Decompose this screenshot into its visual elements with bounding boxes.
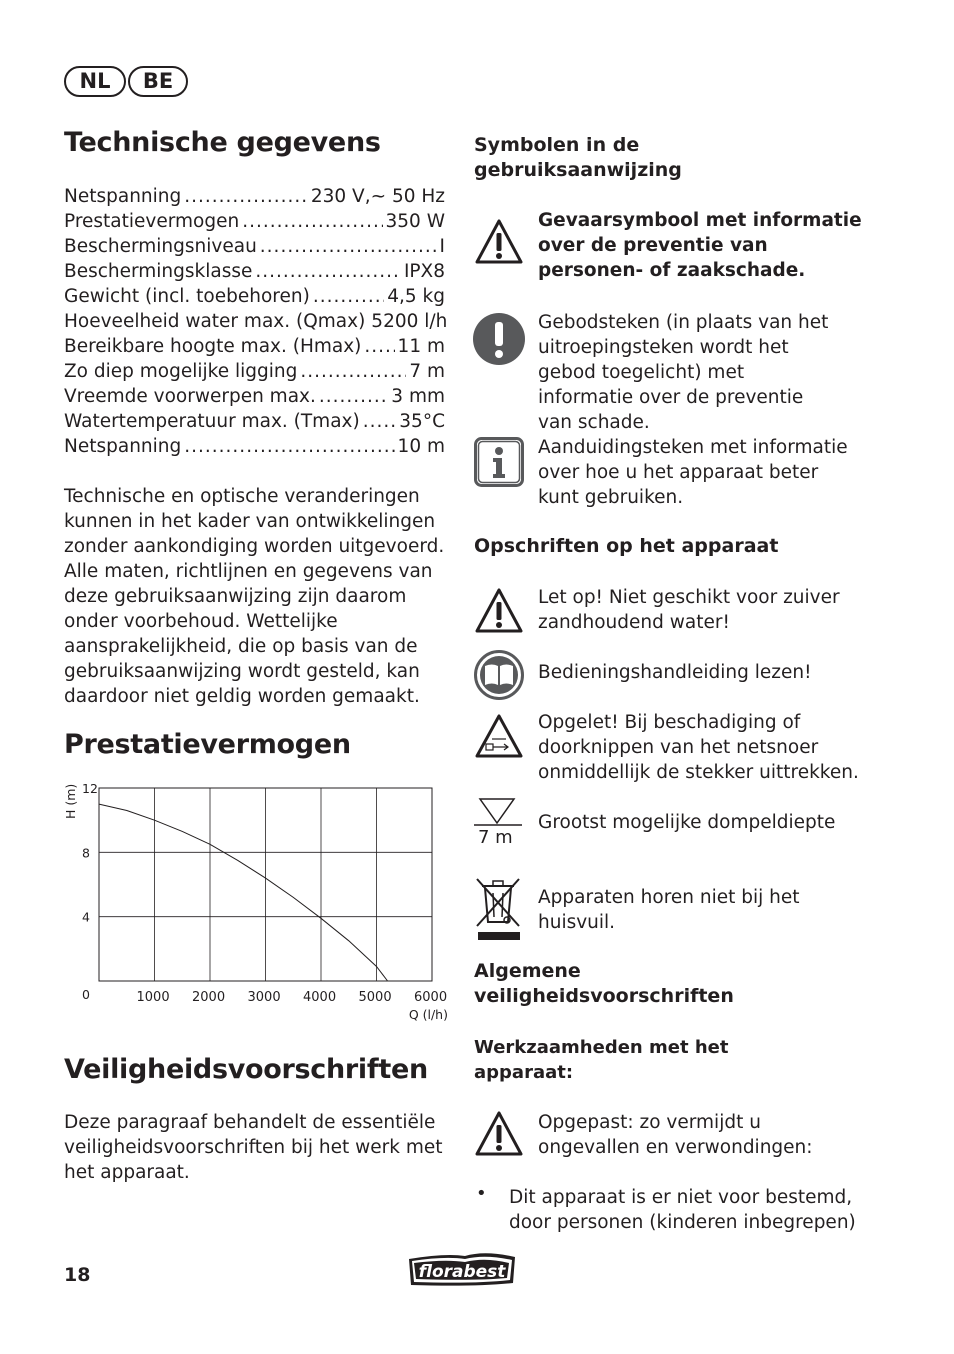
- chart-x-tick: 2000: [192, 990, 226, 1005]
- spec-label: Hoeveelheid water max. (Qmax): [64, 311, 366, 332]
- symbol-item-danger: Gevaarsymbool met informatie over de preventie van personen- of zaakschade.: [538, 210, 862, 281]
- spec-leader: [184, 434, 394, 459]
- label-item-waste: Apparaten horen niet bij het huisvuil.: [538, 887, 800, 933]
- chart-x-tick: 3000: [247, 990, 281, 1005]
- spec-leader: [260, 234, 437, 259]
- performance-title: Prestatievermogen: [64, 729, 351, 760]
- warning-triangle-icon: [474, 587, 524, 635]
- general-safety-title: Algemene veiligheidsvoorschriften: [474, 960, 734, 1007]
- general-safety-warning: Opgepast: zo vermijdt u ongevallen en verwondingen:: [538, 1112, 813, 1158]
- spec-label: Zo diep mogelijke ligging: [64, 361, 298, 382]
- manual-book-icon: [474, 650, 524, 700]
- symbol-item-mandatory: Gebodsteken (in plaats van het uitroepingsteken wordt het gebod toegelicht) met informatie over de preventie van schade.: [538, 312, 829, 433]
- spec-row: [64, 409, 445, 434]
- info-icon: [474, 437, 524, 487]
- spec-leader: [364, 334, 394, 359]
- spec-leader: [255, 259, 401, 284]
- chart-x-tick: 4000: [303, 990, 337, 1005]
- spec-value: 230 V,~ 50 Hz: [310, 186, 445, 207]
- chart-y-tick: 4: [82, 909, 90, 925]
- crossed-bin-icon: [474, 876, 524, 942]
- spec-label: Bereikbare hoogte max. (Hmax): [64, 336, 362, 357]
- spec-value: 3 mm: [391, 386, 445, 407]
- spec-leader: [242, 209, 382, 234]
- spec-label: Beschermingsklasse: [64, 261, 253, 282]
- spec-label: Beschermingsniveau: [64, 236, 257, 257]
- spec-value: IPX8: [403, 261, 445, 282]
- depth-label: 7 m: [478, 827, 513, 848]
- spec-leader: [184, 184, 308, 209]
- spec-label: Vreemde voorwerpen max.: [64, 386, 316, 407]
- label-item-depth: Grootst mogelijke dompeldiepte: [538, 812, 836, 833]
- symbols-title: Symbolen in de gebruiksaanwijzing: [474, 134, 682, 181]
- tech-title: Technische gegevens: [64, 127, 381, 158]
- lang-badge-be: BE: [128, 66, 188, 97]
- spec-value: 10 m: [397, 436, 445, 457]
- spec-row: [64, 434, 445, 459]
- florabest-logo: [405, 1247, 519, 1289]
- warning-triangle-icon: [474, 218, 524, 266]
- spec-row: [64, 184, 445, 209]
- spec-value: 11 m: [397, 336, 445, 357]
- spec-value: 35°C: [399, 411, 445, 432]
- chart-y-tick: 12: [82, 781, 98, 796]
- chart-x-tick: 1000: [136, 990, 170, 1005]
- spec-row: [64, 309, 448, 334]
- general-safety-bullet: Dit apparaat is er niet voor bestemd, door personen (kinderen inbegrepen): [509, 1187, 856, 1233]
- label-item-sand: Let op! Niet geschikt voor zuiver zandhoudend water!: [538, 587, 840, 633]
- chart-y-tick: 0: [82, 987, 90, 1002]
- chart-y-label: H (m): [63, 783, 78, 819]
- general-safety-subtitle: Werkzaamheden met het apparaat:: [474, 1037, 729, 1083]
- symbol-item-info: Aanduidingsteken met informatie over hoe u het apparaat beter kunt gebruiken.: [538, 437, 848, 508]
- spec-row: [64, 384, 445, 409]
- spec-leader: [319, 384, 388, 409]
- spec-leader: [313, 284, 384, 309]
- spec-row: [64, 209, 445, 234]
- bullet-dot: •: [476, 1183, 487, 1204]
- page-number: 18: [64, 1264, 91, 1286]
- spec-row: [64, 234, 445, 259]
- spec-value: 4,5 kg: [387, 286, 445, 307]
- spec-leader: [363, 409, 397, 434]
- spec-label: Gewicht (incl. toebehoren): [64, 286, 310, 307]
- safety-title: Veiligheidsvoorschriften: [64, 1054, 428, 1085]
- spec-leader: [300, 359, 406, 384]
- chart-y-tick: 8: [82, 845, 90, 861]
- label-item-manual: Bedieningshandleiding lezen!: [538, 662, 812, 683]
- logo-text: florabest: [418, 1262, 506, 1282]
- spec-row: [64, 334, 445, 359]
- tech-note: Technische en optische veranderingen kunnen in het kader van ontwikkelingen zonder aankondiging worden uitgevoerd. Alle maten, richtlijnen en gegevens van deze gebruiksaanwijzing zijn daarom onder voorbehoud. Wettelijke aansprakelijkheid, die op basis van de gebruiksaanwijzing wordt gesteld, kan daardoor niet geldig worden gemaakt.: [64, 486, 445, 707]
- label-item-cable: Opgelet! Bij beschadiging of doorknippen van het netsnoer onmiddellijk de stekker uittrekken.: [538, 712, 859, 783]
- labels-title: Opschriften op het apparaat: [474, 535, 779, 557]
- lang-badge-nl: NL: [64, 66, 126, 97]
- spec-value: 7 m: [409, 361, 445, 382]
- spec-value: I: [439, 236, 445, 257]
- spec-label: Netspanning: [64, 186, 182, 207]
- chart-x-tick: 5000: [358, 990, 392, 1005]
- warning-triangle-icon: [474, 1110, 524, 1158]
- spec-row: [64, 359, 445, 384]
- chart-x-tick: 6000: [414, 990, 448, 1005]
- spec-row: [64, 259, 445, 284]
- chart-series-line: [99, 804, 388, 981]
- performance-chart: [60, 775, 460, 1025]
- spec-label: Prestatievermogen: [64, 211, 240, 232]
- spec-value: 350 W: [385, 211, 445, 232]
- plug-warning-icon: [474, 713, 524, 759]
- spec-label: Watertemperatuur max. (Tmax): [64, 411, 360, 432]
- spec-value: 5200 l/h: [371, 311, 448, 332]
- depth-icon: [474, 797, 524, 849]
- spec-row: [64, 284, 445, 309]
- exclamation-mark-icon: [473, 313, 525, 365]
- chart-x-label: Q (l/h): [408, 1007, 448, 1022]
- spec-label: Netspanning: [64, 436, 182, 457]
- safety-intro: Deze paragraaf behandelt de essentiële veiligheidsvoorschriften bij het werk met het apparaat.: [64, 1112, 443, 1183]
